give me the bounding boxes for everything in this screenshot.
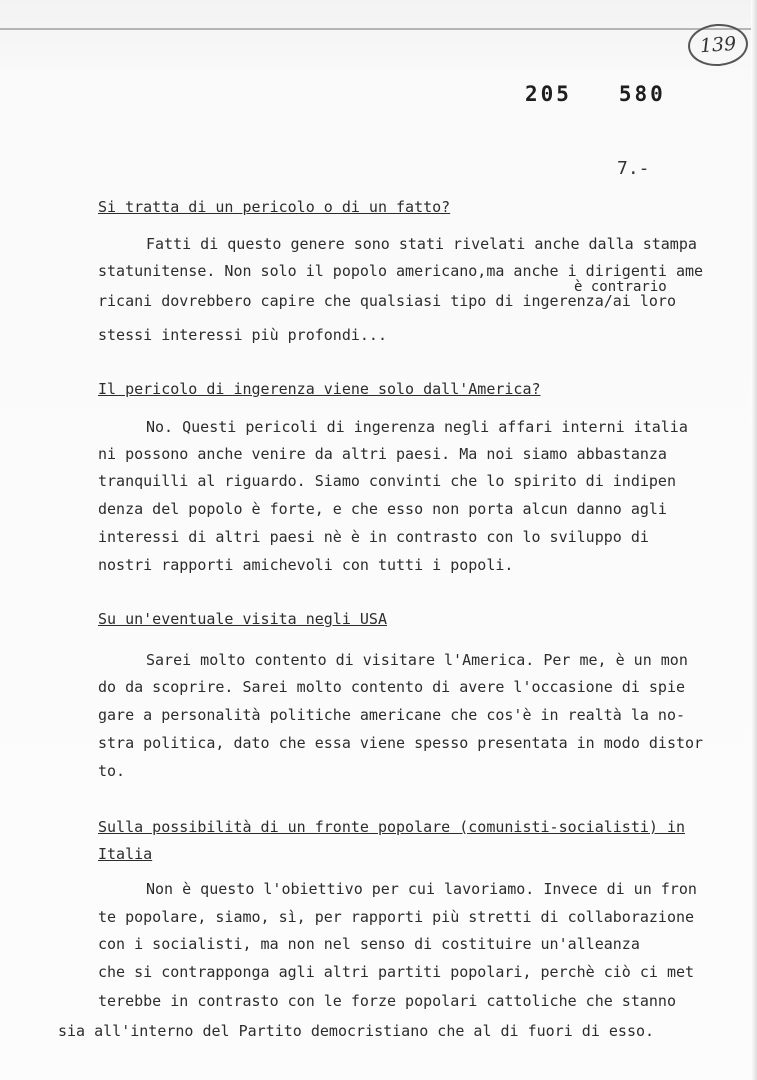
text-line: sia all'interno del Partito democristiano che al di fuori di esso. [58, 1022, 655, 1040]
section-heading: Su un'eventuale visita negli USA [98, 610, 387, 628]
text-line: stessi interessi più profondi... [98, 326, 387, 344]
text-line: nostri rapporti amichevoli con tutti i popoli. [98, 556, 514, 574]
text-line: do da scoprire. Sarei molto contento di avere l'occasione di spie [98, 678, 685, 696]
text-line: terebbe in contrasto con le forze popolari cattoliche che stanno [98, 992, 676, 1010]
text-line: Non è questo l'obiettivo per cui lavoriamo. Invece di un fron [146, 880, 697, 898]
top-rule [0, 28, 757, 30]
text-line: to. [98, 762, 126, 780]
text-line: denza del popolo è forte, e che esso non porta alcun danno agli [98, 500, 667, 518]
text-line: Sarei molto contento di visitare l'America. Per me, è un mon [146, 651, 688, 669]
handwritten-insertion: è contrario [574, 279, 667, 295]
text-line: No. Questi pericoli di ingerenza negli affari interni italia [146, 418, 688, 436]
text-line: ricani dovrebbero capire che qualsiasi tipo di ingerenza/ai loro [98, 292, 676, 310]
section-heading: Il pericolo di ingerenza viene solo dall'America? [98, 380, 541, 398]
section-heading: Si tratta di un pericolo o di un fatto? [98, 198, 451, 216]
section-heading-continued: Italia [98, 845, 153, 863]
text-line: te popolare, siamo, sì, per rapporti più stretti di collaborazione [98, 908, 695, 926]
section-heading: Sulla possibilità di un fronte popolare (comunisti-socialisti) in [98, 818, 685, 836]
page-number: 7.- [617, 158, 650, 179]
text-line: ni possono anche venire da altri paesi. Ma noi siamo abbastanza [98, 445, 667, 463]
text-line: tranquilli al riguardo. Siamo convinti che lo spirito di indipen [98, 472, 676, 490]
archive-stamp: 139 [687, 22, 750, 68]
text-line: interessi di altri paesi nè è in contrasto con lo sviluppo di [98, 528, 649, 546]
document-number: 205 580 [525, 82, 666, 106]
text-line: statunitense. Non solo il popolo americano,ma anche i dirigenti ame [98, 262, 704, 280]
text-line: con i socialisti, ma non nel senso di costituire un'alleanza [98, 935, 640, 953]
text-line: gare a personalità politiche americane che cos'è in realtà la no- [98, 706, 685, 724]
page-edge-shadow [751, 0, 757, 1080]
text-line: Fatti di questo genere sono stati rivelati anche dalla stampa [146, 235, 697, 253]
text-line: stra politica, dato che essa viene spesso presentata in modo distor [98, 734, 704, 752]
text-line: che si contrapponga agli altri partiti popolari, perchè ciò ci met [98, 963, 695, 981]
